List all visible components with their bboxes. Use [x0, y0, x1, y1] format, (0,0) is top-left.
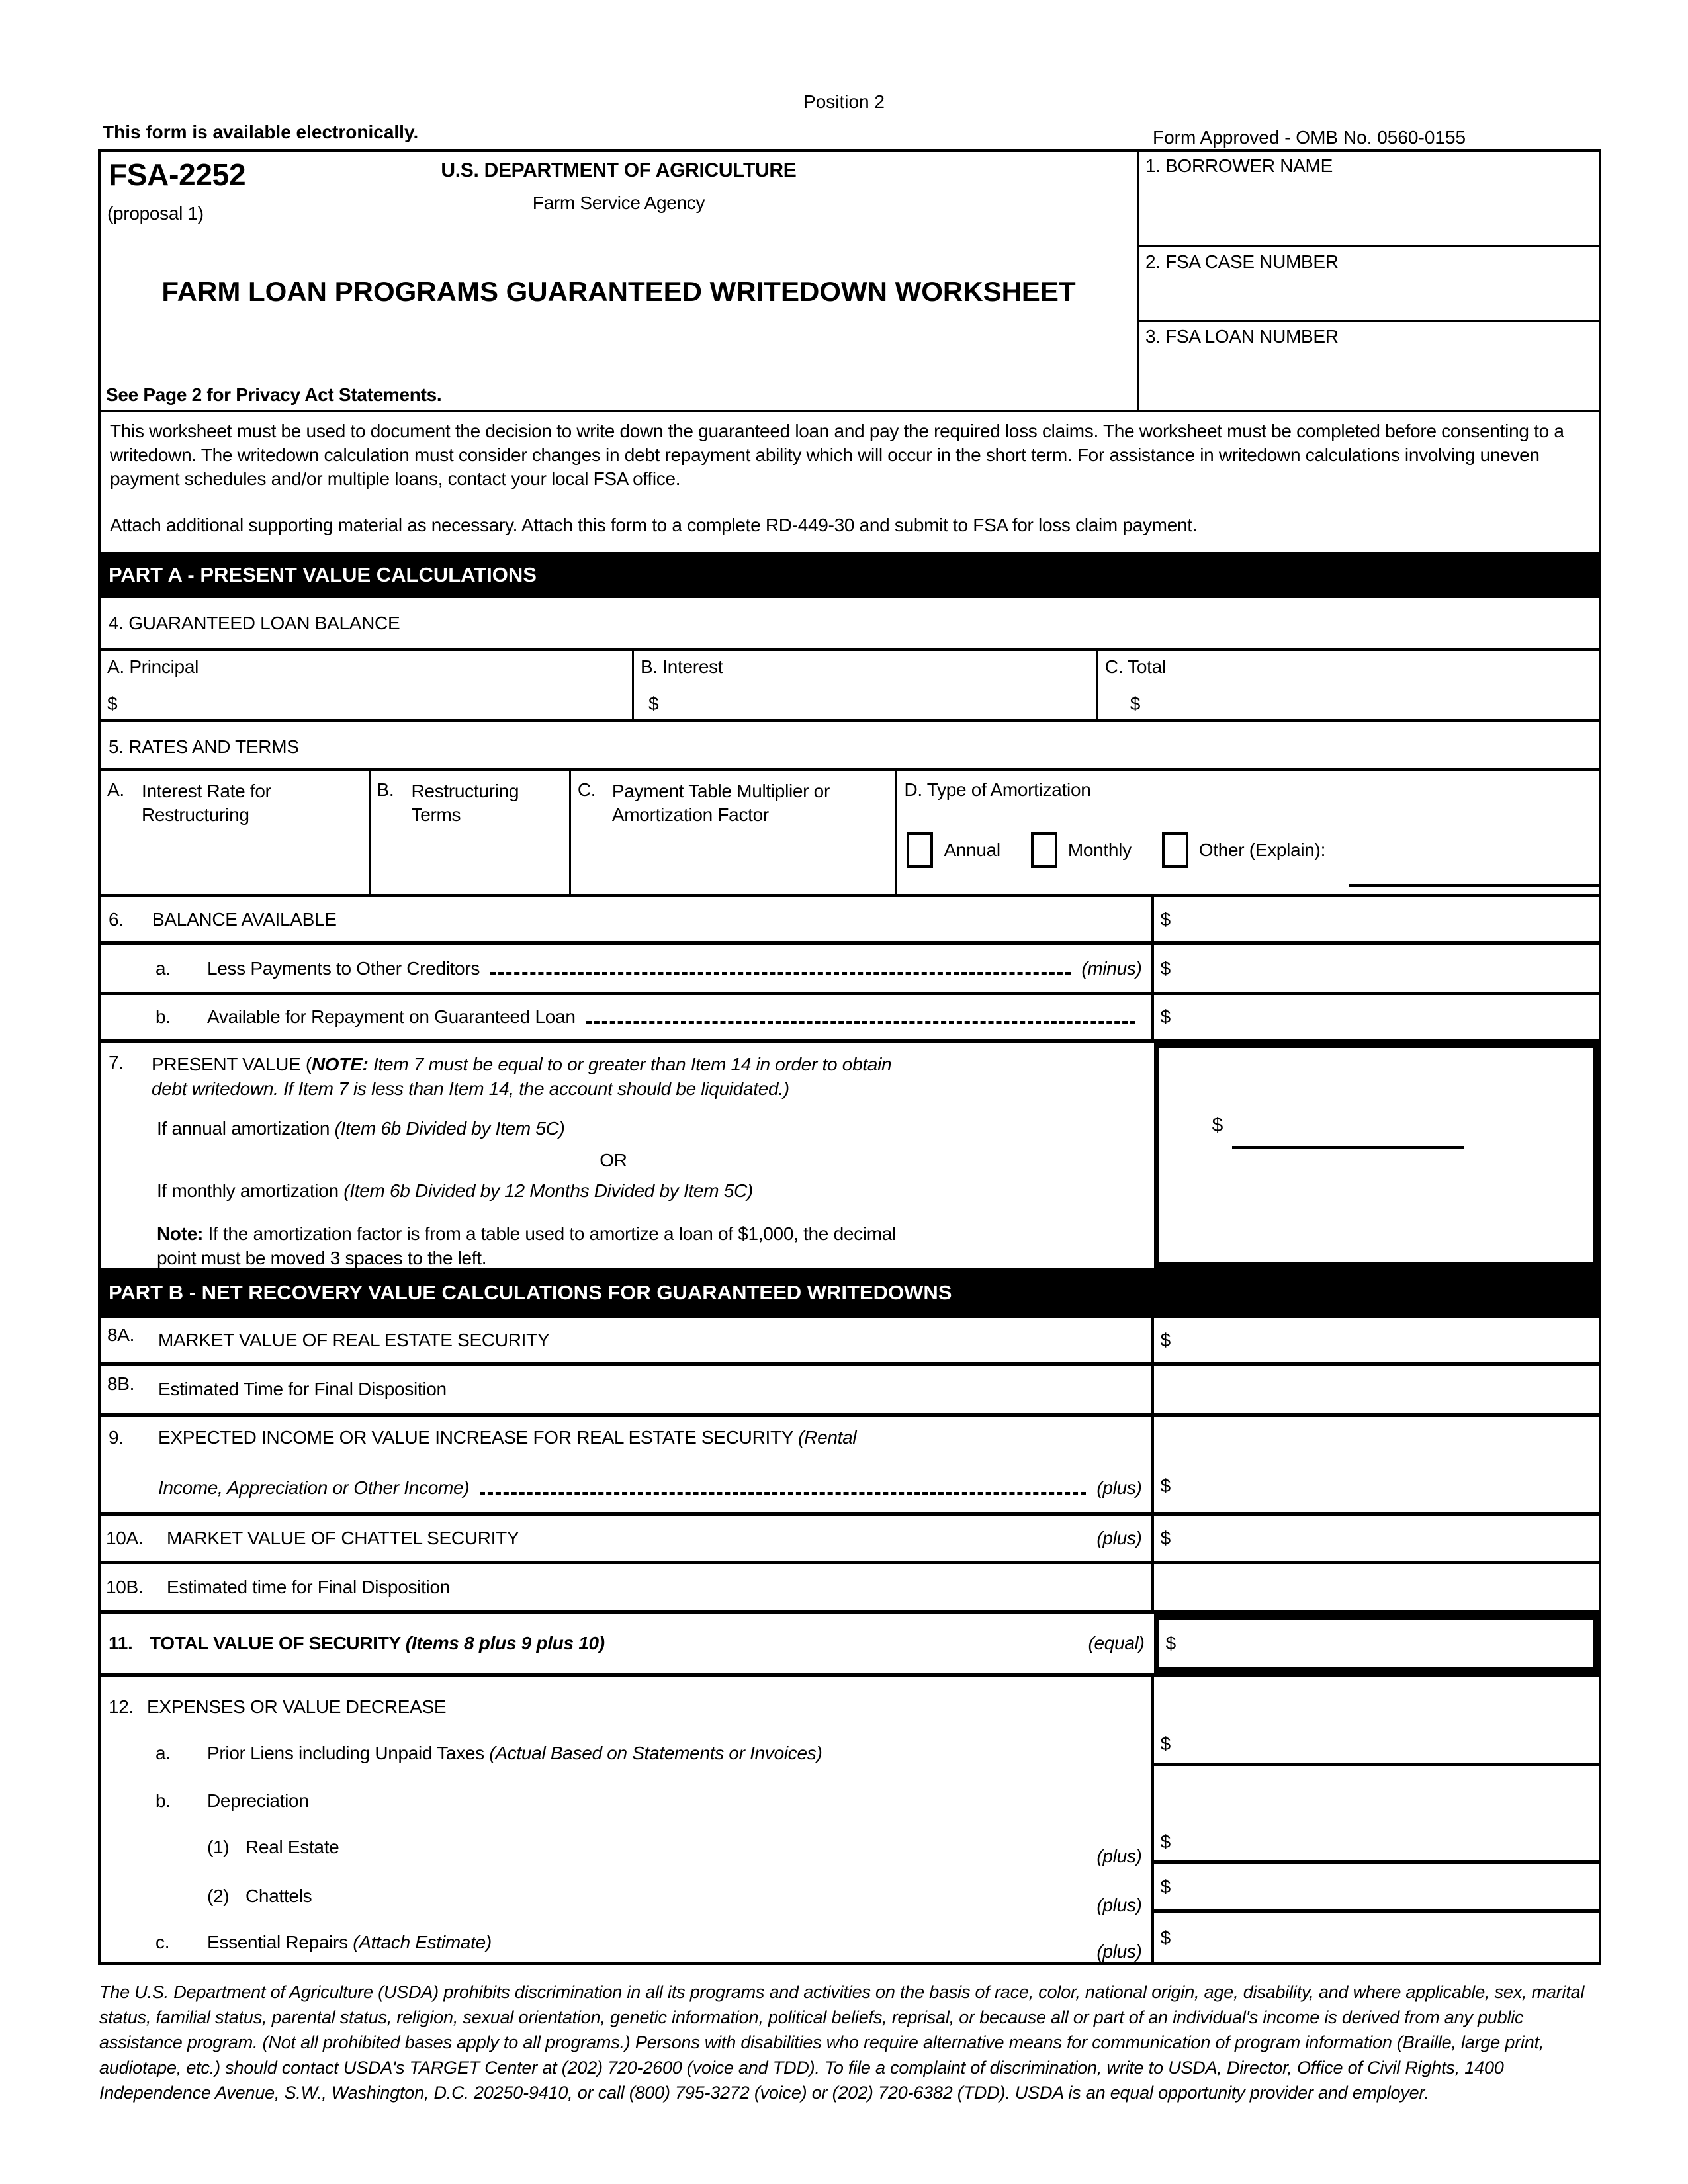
fsa-loan-number-box[interactable]: [1139, 322, 1599, 410]
plus-marker: (plus): [1096, 1941, 1142, 1962]
amount-box-10a[interactable]: [1154, 1516, 1599, 1561]
interest-cell[interactable]: [634, 651, 1098, 719]
item12-right: [1154, 1677, 1599, 1962]
omb-approval-note: Form Approved - OMB No. 0560-0155: [1153, 127, 1466, 148]
item7-monthly-line: [157, 1180, 1154, 1201]
item7-row: [101, 1043, 1599, 1268]
monthly-amortization-text: If monthly amortization: [157, 1180, 344, 1201]
fsa-case-number-box[interactable]: [1139, 247, 1599, 322]
item5-columns: [101, 771, 1599, 897]
amortization-type-cell: [897, 771, 1599, 894]
item11-row: [101, 1614, 1599, 1677]
item12b2-label: Chattels: [245, 1886, 312, 1906]
item7-note-italic: Item 7 must be equal to or greater than Item 14 in order to obtain debt writedown. If Item 7 is less than Item 14, the account should be liquidated.): [152, 1054, 892, 1099]
form-title: FARM LOAN PROGRAMS GUARANTEED WRITEDOWN WORKSHEET: [161, 276, 1076, 307]
checkbox-annual-label: Annual: [944, 840, 1000, 860]
item6-label: BALANCE AVAILABLE: [152, 908, 337, 930]
item6a-number: a.: [155, 957, 171, 979]
item8b-left: [101, 1366, 1154, 1413]
monthly-amortization-formula: (Item 6b Divided by 12 Months Divided by Item 5C): [343, 1180, 753, 1201]
dollar-sign: $: [1160, 957, 1171, 979]
fsa-loan-number-label: 3. FSA LOAN NUMBER: [1145, 326, 1339, 347]
interest-dollar-sign: $: [648, 693, 659, 714]
item7-label: [152, 1052, 919, 1101]
amount-box-9[interactable]: [1154, 1417, 1599, 1512]
item11-left: [101, 1614, 1154, 1673]
item8b-row: [101, 1366, 1599, 1417]
disposition-time-box-8b[interactable]: [1154, 1366, 1599, 1413]
item6b-label: Available for Repayment on Guaranteed Loan: [207, 1006, 576, 1027]
item10b-number: 10B.: [106, 1577, 144, 1597]
amortization-type-options: [907, 832, 1356, 868]
item9-label-text: EXPECTED INCOME OR VALUE INCREASE FOR REAL ESTATE SECURITY: [158, 1427, 799, 1448]
item12c-number: c.: [155, 1932, 170, 1952]
item8b-label: Estimated Time for Final Disposition: [158, 1379, 447, 1399]
amount-box-11[interactable]: [1154, 1614, 1599, 1673]
item10b-left: [101, 1564, 1154, 1610]
restructuring-terms-cell[interactable]: [371, 771, 571, 894]
equal-marker: (equal): [1088, 1633, 1145, 1653]
dollar-sign: $: [1160, 1876, 1171, 1897]
dollar-sign: $: [1160, 1329, 1171, 1350]
minus-marker: (minus): [1081, 957, 1142, 979]
dollar-sign: $: [1160, 1475, 1171, 1496]
item11-number: 11.: [109, 1633, 133, 1653]
checkbox-other[interactable]: [1162, 832, 1188, 868]
annual-amortization-formula: (Item 6b Divided by Item 5C): [334, 1118, 565, 1139]
amount-box-12a[interactable]: [1154, 1677, 1599, 1766]
amount-box-8a[interactable]: [1154, 1318, 1599, 1362]
item9-line2-italic: Income, Appreciation or Other Income): [158, 1477, 470, 1498]
item10a-label: MARKET VALUE OF CHATTEL SECURITY: [167, 1528, 519, 1548]
form-proposal-label: (proposal 1): [107, 203, 204, 224]
item12b1-number: (1): [207, 1837, 230, 1857]
item4-columns: [101, 651, 1599, 722]
annual-amortization-text: If annual amortization: [157, 1118, 335, 1139]
fsa-case-number-label: 2. FSA CASE NUMBER: [1145, 251, 1339, 272]
checkbox-monthly-label: Monthly: [1067, 840, 1132, 860]
item12-row: [101, 1677, 1599, 1962]
plus-marker: (plus): [1096, 1477, 1142, 1498]
item9-label: [158, 1427, 856, 1448]
amortization-factor-cell[interactable]: [571, 771, 898, 894]
item12a-label-italic: (Actual Based on Statements or Invoices): [489, 1743, 822, 1763]
item7-number: 7.: [109, 1052, 124, 1072]
col-c-number: C.: [577, 779, 596, 800]
total-label: C. Total: [1104, 656, 1166, 677]
checkbox-monthly[interactable]: [1031, 832, 1057, 868]
dollar-sign: $: [1160, 908, 1171, 930]
instructions-paragraph-1: This worksheet must be used to document the decision to write down the guaranteed loan and pay the required loss claims. The worksheet must be completed before consenting to a writedown. The writedown calculation must consider changes in debt repayment ability which will occur in the short term. For assistance in writedown calculations involving uneven payment schedules and/or multiple loans, contact your local FSA office.: [110, 421, 1564, 489]
item8a-row: [101, 1318, 1599, 1366]
item9-left: [101, 1417, 1154, 1512]
department-name: U.S. DEPARTMENT OF AGRICULTURE: [441, 159, 797, 181]
dotted-leader: [490, 962, 1071, 975]
dotted-leader: [586, 1011, 1135, 1024]
part-a-heading: PART A - PRESENT VALUE CALCULATIONS: [101, 552, 1599, 598]
item10b-label: Estimated time for Final Disposition: [167, 1577, 451, 1597]
electronic-availability-note: This form is available electronically.: [103, 122, 419, 142]
item7-note-bold: NOTE:: [311, 1054, 369, 1074]
note2-text: If the amortization factor is from a table used to amortize a loan of $1,000, the decimal point must be moved 3 spaces to the left.: [157, 1223, 896, 1268]
other-explain-write-in-line[interactable]: [1349, 884, 1599, 887]
item12a-label: [207, 1743, 822, 1764]
item7-annual-line: [157, 1118, 1154, 1139]
item5-label: 5. RATES AND TERMS: [101, 722, 1599, 771]
item12b2-number: (2): [207, 1886, 230, 1906]
col-c-label: Payment Table Multiplier or Amortization Factor: [611, 781, 830, 825]
principal-cell[interactable]: [101, 651, 634, 719]
total-cell[interactable]: [1098, 651, 1599, 719]
item12c-label-text: Essential Repairs: [207, 1932, 353, 1952]
item6a-label: Less Payments to Other Creditors: [207, 957, 480, 979]
checkbox-other-label: Other (Explain):: [1198, 840, 1326, 860]
amount-box-7[interactable]: [1154, 1043, 1599, 1268]
note2-bold: Note:: [157, 1223, 204, 1244]
agency-name: Farm Service Agency: [532, 193, 705, 213]
principal-dollar-sign: $: [107, 693, 118, 714]
item6-left: [101, 897, 1154, 941]
item11-label-italic: (Items 8 plus 9 plus 10): [405, 1633, 605, 1653]
form-header-right: [1139, 152, 1599, 410]
borrower-name-label: 1. BORROWER NAME: [1145, 155, 1333, 176]
dollar-sign: $: [1160, 1528, 1171, 1548]
item7-left: [101, 1043, 1154, 1268]
item7-label-text: PRESENT VALUE (: [152, 1054, 312, 1074]
item6a-row: [101, 945, 1599, 995]
amount-box-12c[interactable]: [1154, 1913, 1599, 1962]
form-header-left: [101, 152, 1139, 410]
col-a-number: A.: [107, 779, 124, 800]
col-b-label: Restructuring Terms: [411, 781, 519, 825]
dollar-sign: $: [1212, 1114, 1223, 1136]
interest-rate-cell[interactable]: [101, 771, 371, 894]
principal-label: A. Principal: [107, 656, 199, 677]
item6-row: [101, 897, 1599, 945]
instructions: [101, 412, 1599, 552]
item6-number: 6.: [109, 908, 124, 930]
part-b-heading: PART B - NET RECOVERY VALUE CALCULATIONS FOR GUARANTEED WRITEDOWNS: [101, 1268, 1599, 1318]
borrower-name-box[interactable]: [1139, 152, 1599, 247]
col-b-number: B.: [377, 779, 394, 800]
item9-number: 9.: [109, 1427, 124, 1448]
nondiscrimination-statement: The U.S. Department of Agriculture (USDA) prohibits discrimination in all its programs and activities on the basis of race, color, national origin, age, disability, and where applicable, sex, marital status, familial status, parental status, religion, sexual orientation, genetic information, political beliefs, reprisal, or because all or part of an individual's income is derived from any public assistance program. (Not all prohibited bases apply to all programs.) Persons with disabilities who require alternative means for communication of program information (Braille, large print, audiotape, etc.) should contact USDA's TARGET Center at (202) 720-2600 (voice and TDD). To file a complaint of discrimination, write to USDA, Director, Office of Civil Rights, 1400 Independence Avenue, S.W., Washington, D.C. 20250-9410, or call (800) 795-3272 (voice) or (202) 720-6382 (TDD). USDA is an equal opportunity provider and employer.: [99, 1982, 1585, 2103]
item12-label: EXPENSES OR VALUE DECREASE: [147, 1696, 447, 1717]
item11-label-text: TOTAL VALUE OF SECURITY: [150, 1633, 406, 1653]
plus-marker: (plus): [1096, 1895, 1142, 1915]
item8a-number: 8A.: [107, 1324, 135, 1345]
plus-marker: (plus): [1096, 1846, 1142, 1866]
dollar-sign: $: [1165, 1633, 1176, 1653]
item10b-row: [101, 1564, 1599, 1614]
interest-label: B. Interest: [640, 656, 723, 677]
item8a-label: MARKET VALUE OF REAL ESTATE SECURITY: [158, 1329, 550, 1350]
item6b-left: [101, 995, 1154, 1039]
dollar-sign: $: [1160, 1006, 1171, 1027]
amount-box-6b[interactable]: [1154, 995, 1599, 1039]
amount-box-12b1[interactable]: [1154, 1766, 1599, 1864]
instructions-paragraph-2: Attach additional supporting material as necessary. Attach this form to a complete RD-449-30 and submit to FSA for loss claim payment.: [110, 515, 1198, 535]
plus-marker: (plus): [1096, 1528, 1142, 1548]
col-a-label: Interest Rate for Restructuring: [142, 781, 271, 825]
form-number: FSA-2252: [109, 157, 246, 192]
item12a-label-text: Prior Liens including Unpaid Taxes: [207, 1743, 490, 1763]
item12b-label: Depreciation: [207, 1790, 309, 1811]
dollar-sign: $: [1160, 1733, 1171, 1754]
disposition-time-box-10b[interactable]: [1154, 1564, 1599, 1610]
dollar-sign: $: [1160, 1927, 1171, 1948]
amount-box-12b2[interactable]: [1154, 1864, 1599, 1913]
item6a-left: [101, 945, 1154, 992]
item6b-number: b.: [155, 1006, 171, 1027]
item12c-label: [207, 1932, 492, 1953]
total-dollar-sign: $: [1130, 693, 1141, 714]
col-d-label: D. Type of Amortization: [904, 779, 1091, 800]
dotted-leader: [480, 1482, 1086, 1495]
privacy-act-note: See Page 2 for Privacy Act Statements.: [106, 384, 442, 405]
item8a-left: [101, 1318, 1154, 1362]
checkbox-annual[interactable]: [907, 832, 933, 868]
item10a-left: [101, 1516, 1154, 1561]
item12c-label-italic: (Attach Estimate): [353, 1932, 492, 1952]
item7-note2: [157, 1221, 924, 1270]
item12-left: [101, 1677, 1154, 1962]
position-label: Position 2: [803, 91, 885, 112]
item7-or-label: OR: [600, 1150, 627, 1170]
present-value-write-in-line[interactable]: [1232, 1146, 1464, 1149]
item10a-number: 10A.: [106, 1528, 144, 1548]
item8b-number: 8B.: [107, 1374, 135, 1394]
form-fsa-2252: [98, 149, 1601, 1965]
dollar-sign: $: [1160, 1831, 1171, 1852]
item12-number: 12.: [109, 1696, 134, 1717]
amount-box-6[interactable]: [1154, 897, 1599, 941]
item6b-row: [101, 995, 1599, 1043]
item9-row: [101, 1417, 1599, 1516]
item10a-row: [101, 1516, 1599, 1564]
item12a-number: a.: [155, 1743, 171, 1763]
form-header: [101, 152, 1599, 412]
item11-label: [150, 1633, 605, 1654]
item12b-number: b.: [155, 1790, 171, 1811]
item4-label: 4. GUARANTEED LOAN BALANCE: [101, 598, 1599, 651]
amount-box-6a[interactable]: [1154, 945, 1599, 992]
item12b1-label: Real Estate: [245, 1837, 339, 1857]
item9-label-italic: (Rental: [798, 1427, 857, 1448]
